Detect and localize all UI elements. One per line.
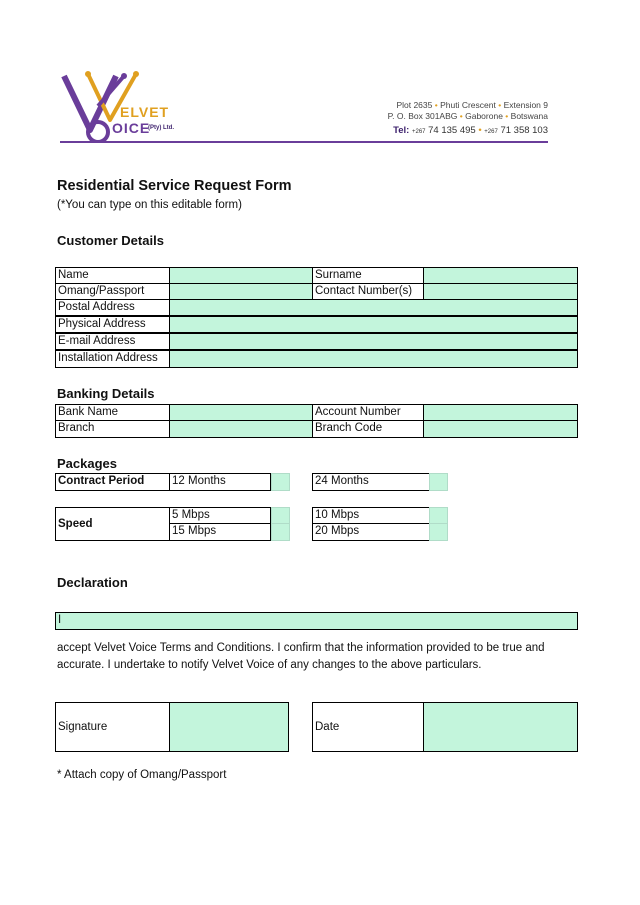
- physical-address-label: Physical Address: [55, 316, 170, 333]
- date-label-text: Date: [315, 720, 340, 733]
- physical-address-field[interactable]: [169, 316, 578, 333]
- bank-name-field[interactable]: [169, 404, 313, 421]
- brand-name-line2: OICE: [112, 120, 151, 136]
- omang-label: Omang/Passport: [55, 283, 170, 300]
- bank-name-label: Bank Name: [55, 404, 170, 421]
- signature-label: [55, 702, 170, 752]
- option-10mbps-checkbox[interactable]: [429, 507, 448, 524]
- email-address-label: E-mail Address: [55, 333, 170, 350]
- declaration-heading: Declaration: [57, 575, 128, 590]
- tel-prefix-1: +267: [411, 129, 426, 135]
- form-subtitle: (*You can type on this editable form): [57, 199, 242, 211]
- velvet-voice-logo: [60, 70, 180, 142]
- branch-field[interactable]: [169, 420, 313, 438]
- packages-heading: Packages: [57, 456, 117, 471]
- option-10mbps-label: 10 Mbps: [312, 507, 430, 524]
- tel-number-1: 74 135 495: [428, 125, 476, 136]
- header-divider: [60, 141, 548, 143]
- address-street: Phuti Crescent: [440, 100, 496, 110]
- brand-pty: (Pty) Ltd.: [148, 125, 174, 131]
- postal-address-field[interactable]: [169, 299, 578, 316]
- account-number-field[interactable]: [423, 404, 578, 421]
- telephone-line: Tel: +267 74 135 495 • +267 71 358 103: [393, 125, 548, 136]
- option-5mbps-label: 5 Mbps: [169, 507, 271, 524]
- contact-field[interactable]: [423, 283, 578, 300]
- address-extension: Extension 9: [503, 100, 548, 110]
- option-12-months-checkbox[interactable]: [271, 473, 290, 491]
- contact-label: Contact Number(s): [312, 283, 424, 300]
- signature-field[interactable]: [169, 702, 289, 752]
- customer-details-heading: Customer Details: [57, 233, 164, 248]
- attach-note: * Attach copy of Omang/Passport: [57, 769, 227, 781]
- address-line-2: P. O. Box 301ABG • Gaborone • Botswana: [387, 111, 548, 121]
- branch-label: Branch: [55, 420, 170, 438]
- email-address-field[interactable]: [169, 333, 578, 350]
- address-plot: Plot 2635: [396, 100, 433, 110]
- banking-details-heading: Banking Details: [57, 386, 155, 401]
- tel-prefix-2: +267: [484, 129, 498, 135]
- option-5mbps-checkbox[interactable]: [271, 507, 290, 524]
- tel-label: Tel:: [393, 125, 410, 136]
- declaration-text: accept Velvet Voice Terms and Conditions. I confirm that the information provided to be true and accurate. I undertake to notify Velvet Voice of any changes to the above particulars.: [57, 642, 545, 671]
- address-line-1: Plot 2635 • Phuti Crescent • Extension 9: [396, 100, 548, 110]
- address-country: Botswana: [510, 111, 548, 121]
- form-title: Residential Service Request Form: [57, 178, 292, 194]
- option-24-months-label: 24 Months: [312, 473, 430, 491]
- installation-address-field[interactable]: [169, 350, 578, 368]
- option-20mbps-label: 20 Mbps: [312, 523, 430, 541]
- option-15mbps-label: 15 Mbps: [169, 523, 271, 541]
- contract-period-label: Contract Period: [55, 473, 170, 491]
- postal-address-label: Postal Address: [55, 299, 170, 316]
- speed-label-text: Speed: [58, 517, 93, 530]
- date-label: [312, 702, 424, 752]
- option-12-months-label: 12 Months: [169, 473, 271, 491]
- speed-label: [55, 507, 170, 541]
- installation-address-label: Installation Address: [55, 350, 170, 368]
- address-pobox: P. O. Box 301ABG: [387, 111, 458, 121]
- tel-number-2: 71 358 103: [500, 125, 548, 136]
- option-20mbps-checkbox[interactable]: [429, 523, 448, 541]
- branch-code-label: Branch Code: [312, 420, 424, 438]
- declaration-i-label: I: [58, 614, 62, 626]
- branch-code-field[interactable]: [423, 420, 578, 438]
- name-label: Name: [55, 267, 170, 284]
- omang-field[interactable]: [169, 283, 313, 300]
- account-number-label: Account Number: [312, 404, 424, 421]
- option-15mbps-checkbox[interactable]: [271, 523, 290, 541]
- surname-field[interactable]: [423, 267, 578, 284]
- declaration-name-field[interactable]: [55, 612, 578, 630]
- option-24-months-checkbox[interactable]: [429, 473, 448, 491]
- date-field[interactable]: [423, 702, 578, 752]
- signature-label-text: Signature: [58, 720, 108, 733]
- address-city: Gaborone: [465, 111, 503, 121]
- surname-label: Surname: [312, 267, 424, 284]
- name-field[interactable]: [169, 267, 313, 284]
- brand-name-line1: ELVET: [120, 104, 170, 120]
